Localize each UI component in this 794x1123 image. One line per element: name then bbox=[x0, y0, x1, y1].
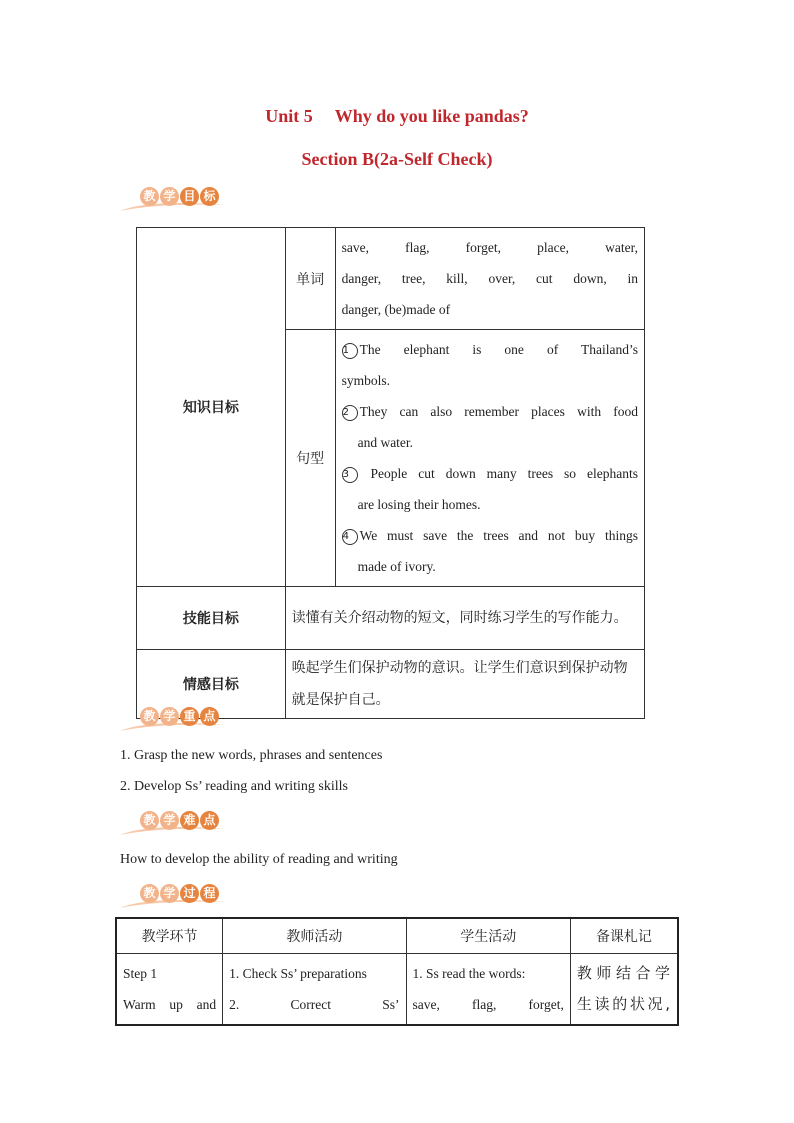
process-table bbox=[115, 917, 679, 1026]
vocab-label: 单词 bbox=[285, 228, 335, 330]
circled-number-icon: 2 bbox=[342, 405, 358, 421]
key-point-item: 2. Develop Ss’ reading and writing skills bbox=[120, 779, 348, 794]
badge-char: 点 bbox=[200, 707, 219, 726]
badge-difficulties bbox=[118, 811, 228, 837]
student-line: save, flag, forget, bbox=[412, 997, 564, 1012]
badge-char: 学 bbox=[160, 707, 179, 726]
pattern-line: 2 They can also remember places with food bbox=[342, 404, 638, 419]
badge-char: 学 bbox=[160, 187, 179, 206]
step-line: Warm up and bbox=[123, 997, 217, 1012]
badge-key-points bbox=[118, 707, 228, 733]
unit-label: Unit 5 bbox=[265, 106, 313, 126]
step-line: Step 1 bbox=[123, 966, 158, 981]
emotion-goal-text: 唤起学生们保护动物的意识。让学生们意识到保护动物就是保护自己。 bbox=[285, 650, 644, 719]
page-title bbox=[0, 106, 794, 127]
header-student: 学生活动 bbox=[406, 918, 570, 954]
circled-number-icon: 3 bbox=[342, 467, 358, 483]
badge-char: 教 bbox=[140, 187, 159, 206]
vocab-line: save, flag, forget, place, water, bbox=[341, 240, 638, 255]
student-cell bbox=[406, 954, 570, 1026]
badge-char: 过 bbox=[180, 884, 199, 903]
badge-char: 教 bbox=[140, 707, 159, 726]
unit-title: Why do you like pandas? bbox=[334, 106, 529, 126]
vocab-line: danger, tree, kill, over, cut down, in bbox=[341, 271, 638, 286]
header-stage: 教学环节 bbox=[116, 918, 223, 954]
badge-char: 目 bbox=[180, 187, 199, 206]
header-notes: 备课札记 bbox=[570, 918, 678, 954]
notes-line: 教师结合学 bbox=[576, 964, 671, 982]
notes-cell bbox=[570, 954, 678, 1026]
pattern-line: symbols. bbox=[341, 373, 390, 388]
pattern-line: made of ivory. bbox=[357, 559, 436, 574]
badge-teaching-goals bbox=[118, 187, 228, 213]
skill-goal-text: 读懂有关介绍动物的短文，同时练习学生的写作能力。 bbox=[285, 587, 644, 650]
pattern-label: 句型 bbox=[285, 330, 335, 587]
badge-char: 教 bbox=[140, 884, 159, 903]
student-line: 1. Ss read the words: bbox=[412, 966, 526, 981]
badge-process bbox=[118, 884, 228, 910]
badge-char: 标 bbox=[200, 187, 219, 206]
badge-char: 难 bbox=[180, 811, 199, 830]
skill-goal-label: 技能目标 bbox=[137, 587, 286, 650]
teacher-cell bbox=[223, 954, 406, 1026]
badge-char: 程 bbox=[200, 884, 219, 903]
teacher-line: 2. Correct Ss’ bbox=[229, 997, 400, 1012]
header-teacher: 教师活动 bbox=[223, 918, 406, 954]
badge-char: 教 bbox=[140, 811, 159, 830]
section-title: Section B(2a-Self Check) bbox=[301, 149, 493, 169]
notes-line: 生读的状况, bbox=[576, 995, 671, 1013]
difficulty-text: How to develop the ability of reading and writing bbox=[120, 852, 398, 867]
circled-number-icon: 1 bbox=[342, 343, 358, 359]
pattern-line: 3 People cut down many trees so elephants bbox=[342, 466, 638, 481]
badge-char: 重 bbox=[180, 707, 199, 726]
pattern-cell bbox=[335, 330, 644, 587]
badge-char: 学 bbox=[160, 811, 179, 830]
vocab-cell bbox=[335, 228, 644, 330]
vocab-line: danger, (be)made of bbox=[341, 302, 451, 317]
circled-number-icon: 4 bbox=[342, 529, 358, 545]
key-point-item: 1. Grasp the new words, phrases and sentences bbox=[120, 748, 383, 763]
goals-table bbox=[136, 227, 645, 719]
teacher-line: 1. Check Ss’ preparations bbox=[229, 966, 367, 981]
pattern-line: are losing their homes. bbox=[357, 497, 481, 512]
knowledge-goal-label: 知识目标 bbox=[137, 228, 286, 587]
pattern-line: 1 The elephant is one of Thailand’s bbox=[342, 342, 638, 357]
pattern-line: 4 We must save the trees and not buy things bbox=[342, 528, 638, 543]
badge-char: 学 bbox=[160, 884, 179, 903]
badge-char: 点 bbox=[200, 811, 219, 830]
step-cell bbox=[116, 954, 223, 1026]
pattern-line: and water. bbox=[357, 435, 414, 450]
emotion-goal-label: 情感目标 bbox=[137, 650, 286, 719]
